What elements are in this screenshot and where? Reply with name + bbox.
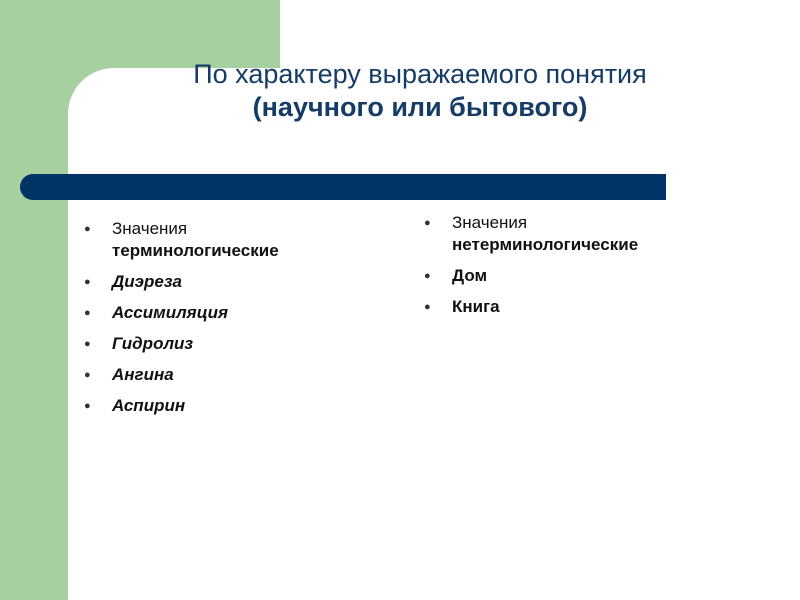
bullet-icon: ● — [84, 338, 91, 350]
list-header-term: нетерминологические — [452, 235, 639, 254]
list-item-text: Книга — [452, 297, 500, 316]
list-item — [424, 265, 764, 287]
list-header-label: Значения — [452, 213, 528, 232]
list-item-header — [84, 218, 384, 262]
list-item — [424, 296, 764, 318]
list-item — [84, 333, 384, 355]
bullet-icon: ● — [424, 301, 431, 313]
list-item — [84, 395, 384, 417]
list-item-text: Ассимиляция — [112, 303, 229, 322]
bullet-icon: ● — [84, 276, 91, 288]
list-item-text: Диэреза — [112, 272, 183, 291]
list-header-label: Значения — [112, 219, 188, 238]
divider-bar — [20, 174, 666, 200]
terminological-list — [84, 218, 384, 426]
bullet-icon: ● — [84, 223, 91, 235]
list-item-text: Дом — [452, 266, 488, 285]
bullet-icon: ● — [84, 307, 91, 319]
list-item — [84, 271, 384, 293]
list-header-term: терминологические — [112, 241, 279, 260]
list-item — [84, 302, 384, 324]
list-item-header — [424, 212, 764, 256]
slide-title — [130, 58, 710, 124]
non-terminological-list — [424, 212, 764, 327]
list-item-text: Ангина — [112, 365, 174, 384]
list-item-text: Аспирин — [112, 396, 186, 415]
slide-title-line-1: По характеру выражаемого понятия — [193, 59, 647, 89]
bullet-icon: ● — [84, 369, 91, 381]
slide-title-line-2: (научного или бытового) — [252, 92, 588, 122]
bullet-icon: ● — [84, 400, 91, 412]
list-item-text: Гидролиз — [112, 334, 194, 353]
bullet-icon: ● — [424, 270, 431, 282]
bullet-icon: ● — [424, 217, 431, 229]
list-item — [84, 364, 384, 386]
